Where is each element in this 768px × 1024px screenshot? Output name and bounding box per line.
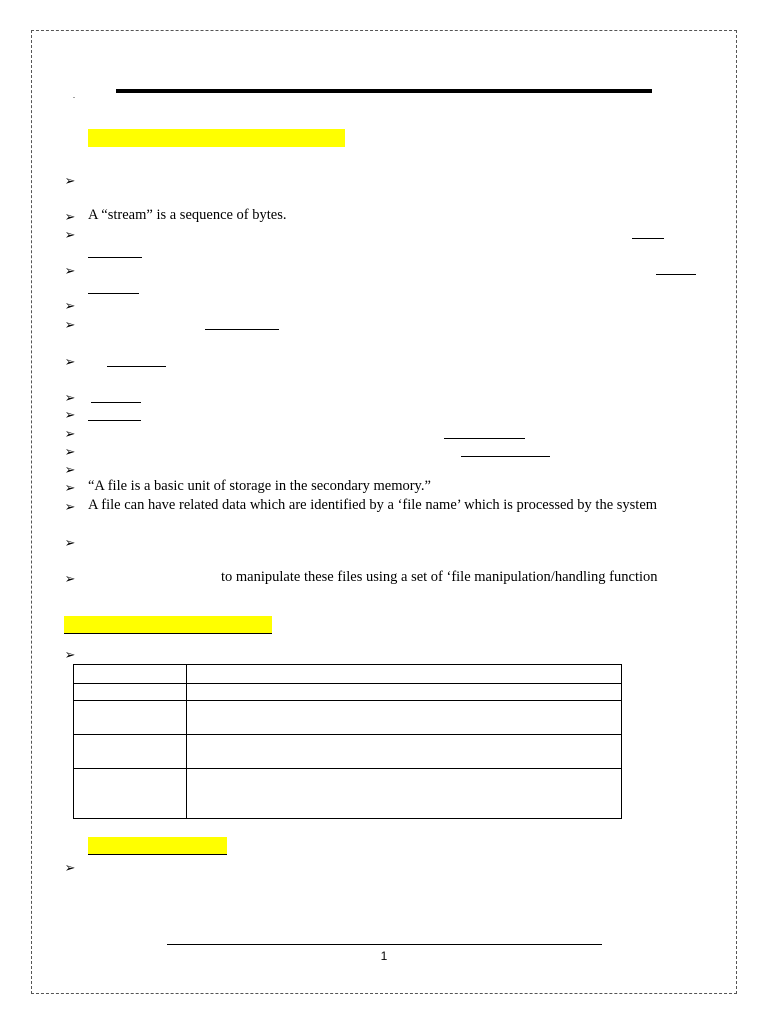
- table-row: [74, 769, 622, 819]
- bullet-marker: ➢: [64, 647, 76, 662]
- bullet-marker: ➢: [64, 444, 76, 459]
- table-cell: [74, 701, 187, 735]
- underline-blank: [444, 438, 525, 439]
- bullet-marker: ➢: [64, 173, 76, 188]
- table-cell: [74, 735, 187, 769]
- bullet-marker: ➢: [64, 209, 76, 224]
- bullet-text-stream: A “stream” is a sequence of bytes.: [88, 207, 287, 223]
- bullet-marker: ➢: [64, 227, 76, 242]
- bullet-marker: ➢: [64, 390, 76, 405]
- heading-highlight-2: [64, 616, 272, 634]
- blank-table: [73, 664, 622, 819]
- table-row: [74, 735, 622, 769]
- table-cell: [187, 684, 622, 701]
- heading-highlight-3: [88, 837, 227, 855]
- table-cell: [74, 769, 187, 819]
- footer-rule: [167, 944, 602, 945]
- underline-blank: [88, 293, 139, 294]
- bullet-marker: ➢: [64, 263, 76, 278]
- bullet-marker: ➢: [64, 354, 76, 369]
- bullet-marker: ➢: [64, 298, 76, 313]
- underline-blank: [91, 402, 141, 403]
- underline-blank: [88, 420, 141, 421]
- table-cell: [187, 769, 622, 819]
- table-cell: [74, 684, 187, 701]
- table-row: [74, 665, 622, 684]
- table-row: [74, 701, 622, 735]
- bullet-text-file-handling: to manipulate these files using a set of ‘file manipulation/handling function: [221, 569, 658, 585]
- bullet-marker: ➢: [64, 317, 76, 332]
- bullet-marker: ➢: [64, 860, 76, 875]
- bullet-marker: ➢: [64, 499, 76, 514]
- page-number: 1: [380, 949, 388, 963]
- bullet-marker: ➢: [64, 535, 76, 550]
- bullet-text-file-name: A file can have related data which are identified by a ‘file name’ which is processed by the system: [88, 497, 658, 513]
- table-cell: [187, 735, 622, 769]
- bullet-marker: ➢: [64, 462, 76, 477]
- underline-blank: [461, 456, 550, 457]
- title-rule: [116, 89, 652, 93]
- underline-blank: [107, 366, 166, 367]
- stray-dot: .: [73, 91, 75, 100]
- heading-highlight-1: [88, 129, 345, 147]
- bullet-marker: ➢: [64, 571, 76, 586]
- bullet-marker: ➢: [64, 407, 76, 422]
- bullet-marker: ➢: [64, 480, 76, 495]
- underline-blank: [656, 274, 696, 275]
- table-cell: [74, 665, 187, 684]
- underline-blank: [88, 257, 142, 258]
- table-cell: [187, 665, 622, 684]
- underline-blank: [632, 238, 664, 239]
- table-row: [74, 684, 622, 701]
- bullet-text-file-definition: “A file is a basic unit of storage in the secondary memory.”: [88, 478, 431, 494]
- table-cell: [187, 701, 622, 735]
- underline-blank: [205, 329, 279, 330]
- bullet-marker: ➢: [64, 426, 76, 441]
